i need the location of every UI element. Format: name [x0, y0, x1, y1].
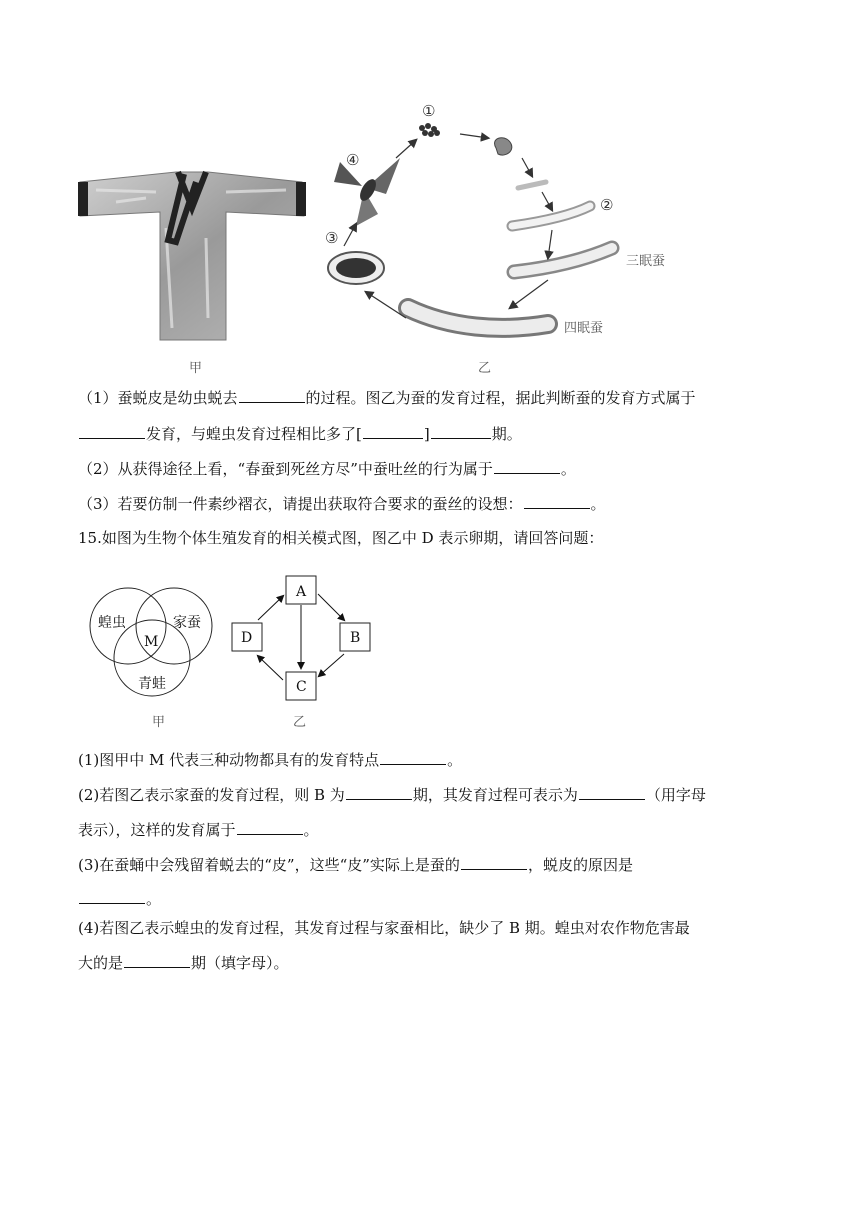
text: ] [423, 425, 430, 443]
text: （用字母 [645, 786, 706, 804]
venn-label-frog: 青蛙 [138, 676, 166, 692]
text: 表示），这样的发育属于 [78, 821, 236, 839]
text: （2）从获得途径上看，“春蚕到死丝方尽”中蚕吐丝的行为属于 [78, 460, 493, 478]
q15-sub3-line2 [78, 889, 161, 909]
box-b-label: B [350, 630, 361, 646]
q14-part1-line1 [78, 388, 696, 408]
venn-label-locust: 蝗虫 [98, 615, 126, 631]
q15-sub4-line1: (4)若图乙表示蝗虫的发育过程，其发育过程与家蚕相比，缺少了 B 期。蝗虫对农作物危害最 [78, 919, 690, 937]
box-c-label: C [296, 679, 307, 695]
text: (2)若图乙表示家蚕的发育过程，则 B 为 [78, 786, 345, 804]
q15-sub2-line2 [78, 820, 319, 840]
venn-center-label: M [144, 634, 159, 650]
text: 大的是 [78, 954, 124, 972]
answer-blank[interactable] [79, 424, 145, 439]
text: （1）蚕蜕皮是幼虫蜕去 [78, 389, 238, 407]
text: 期，其发育过程可表示为 [412, 786, 578, 804]
q14-part3 [78, 494, 606, 514]
answer-blank[interactable] [579, 785, 645, 800]
q15-sub3-line1 [78, 855, 633, 875]
robe-caption: 甲 [189, 361, 203, 376]
stage-4-label: ④ [346, 151, 360, 169]
text: 。 [146, 890, 162, 908]
answer-blank[interactable] [346, 785, 412, 800]
box-d-label: D [241, 630, 253, 646]
text: 。 [590, 495, 606, 513]
text: 期。 [491, 425, 522, 443]
moth [334, 158, 400, 226]
cocoon [328, 252, 384, 284]
answer-blank[interactable] [431, 424, 491, 439]
q15-stem: 15.如图为生物个体生殖发育的相关模式图，图乙中 D 表示卵期，请回答问题： [78, 529, 604, 547]
answer-blank[interactable] [363, 424, 423, 439]
q14-part1-line2 [78, 424, 522, 444]
q15-sub4-line2 [78, 953, 289, 973]
stage-3-label: ③ [325, 229, 339, 247]
box-a-label: A [296, 584, 307, 600]
stage-1-label: ① [422, 102, 436, 120]
cycle-diagram-caption: 乙 [293, 715, 307, 730]
left-cuff [78, 182, 88, 216]
answer-blank[interactable] [461, 855, 527, 870]
q15-sub1 [78, 750, 462, 770]
text: 的过程。图乙为蚕的发育过程，据此判断蚕的发育方式属于 [305, 389, 696, 407]
text: （3）若要仿制一件素纱褶衣，请提出获取符合要求的蚕丝的设想： [78, 495, 523, 513]
stage-2-label: ② [600, 196, 614, 214]
text: ，蜕皮的原因是 [527, 856, 633, 874]
arrow-a-b [318, 594, 344, 620]
arrow-d-a [258, 596, 283, 620]
answer-blank[interactable] [380, 750, 446, 765]
text: 。 [560, 460, 576, 478]
fourth-instar-label: 四眠蚕 [564, 321, 604, 336]
answer-blank[interactable] [237, 820, 303, 835]
text: 发育，与蝗虫发育过程相比多了[ [146, 425, 362, 443]
hatchling [495, 138, 512, 155]
q15-sub2-line1 [78, 785, 706, 805]
text: 。 [447, 751, 463, 769]
answer-blank[interactable] [494, 459, 560, 474]
q14-part2 [78, 459, 576, 479]
venn-caption: 甲 [152, 715, 166, 730]
text: 期（填字母）。 [191, 954, 289, 972]
right-cuff [296, 182, 306, 216]
small-larva [518, 182, 546, 188]
text: 。 [303, 821, 319, 839]
cycle-caption: 乙 [478, 361, 492, 376]
venn-label-silkworm: 家蚕 [173, 615, 201, 631]
arrow-c-d [258, 656, 283, 680]
answer-blank[interactable] [124, 953, 190, 968]
egg-cluster [419, 123, 440, 137]
text: (3)在蚕蛹中会残留着蜕去的“皮”，这些“皮”实际上是蚕的 [78, 856, 460, 874]
answer-blank[interactable] [79, 889, 145, 904]
robe-figure [76, 168, 308, 344]
silkworm-cycle-figure [320, 96, 710, 348]
arrow-b-c [319, 654, 344, 676]
text: (1)图甲中 M 代表三种动物都具有的发育特点 [78, 751, 380, 769]
answer-blank[interactable] [239, 388, 305, 403]
answer-blank[interactable] [524, 494, 590, 509]
third-instar-label: 三眠蚕 [626, 254, 666, 269]
